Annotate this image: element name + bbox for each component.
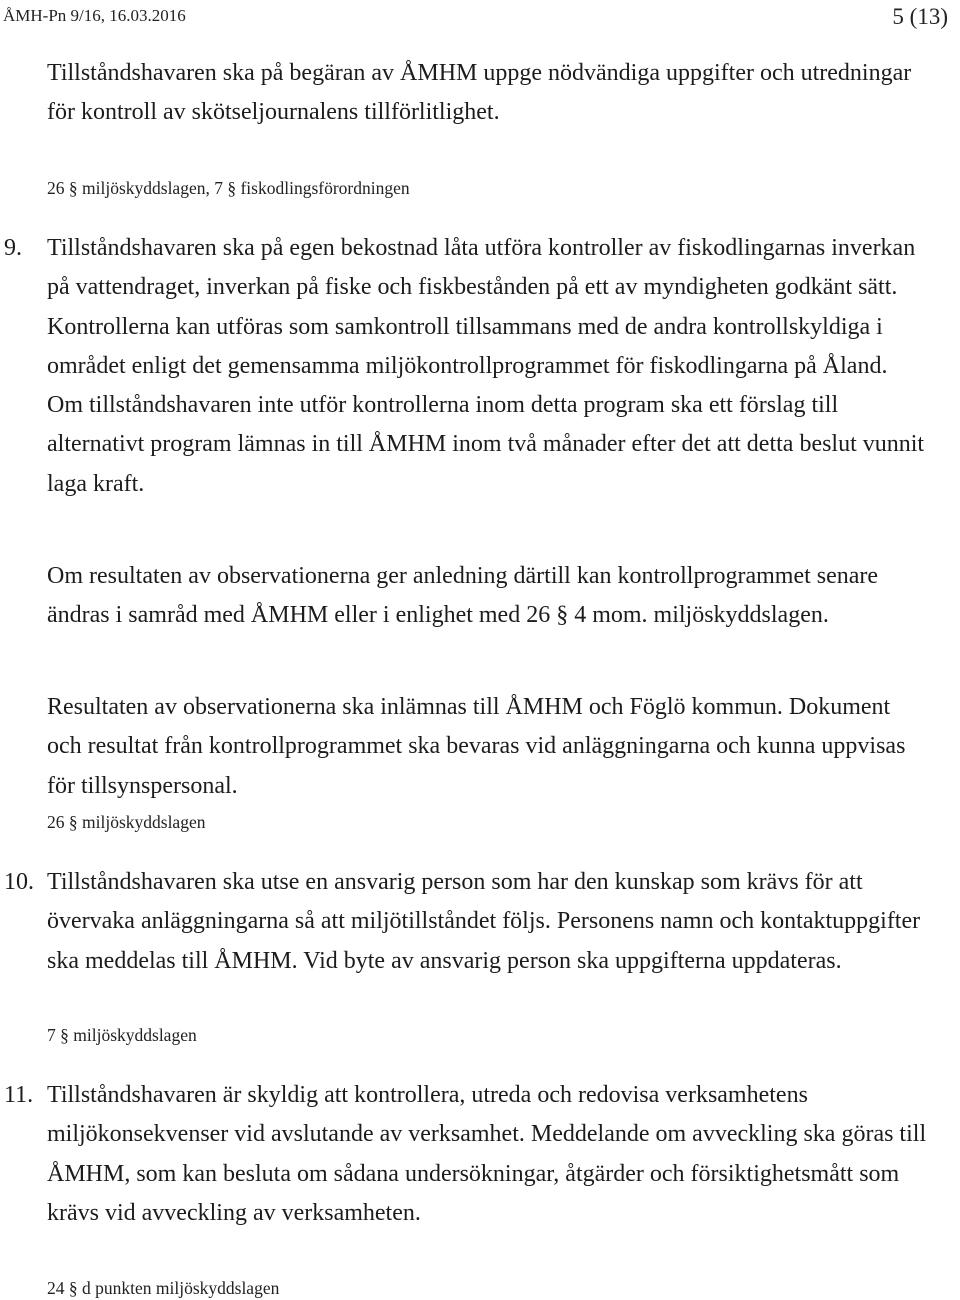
condition-9-paragraph-3: Resultaten av observationerna ska inlämnas till ÅMHM och Föglö kommun. Dokument och resultat från kontrollprogrammet ska bevaras vid anläggningarna och kunna uppvisas för tillsynspersonal.: [47, 694, 906, 799]
condition-continuation-text: Tillståndshavaren ska på begäran av ÅMHM uppge nödvändiga uppgifter och utredningar för kontroll av skötseljournalens tillförlitlighet.: [47, 60, 912, 126]
condition-continuation-citation: 26 § miljöskyddslagen, 7 § fiskodlingsförordningen: [47, 178, 410, 198]
condition-9-paragraph-2: Om resultaten av observationerna ger anledning därtill kan kontrollprogrammet senare ändras i samråd med ÅMHM eller i enlighet med 26 § 4 mom. miljöskyddslagen.: [47, 563, 879, 629]
condition-11-citation: 24 § d punkten miljöskyddslagen: [47, 1278, 280, 1298]
condition-9-number: 9.: [4, 235, 22, 261]
condition-9-text: Tillståndshavaren ska på egen bekostnad låta utföra kontroller av fiskodlingarnas inverkan på vattendraget, inverkan på fiske och fiskbestånden på ett av myndigheten godkänt sätt. Kontrollerna kan utföras som samkontroll tillsammans med de andra kontrollskyldiga i området enligt det gemensamma miljökontrollprogrammet för fiskodlingarna på Åland. Om tillståndshavaren inte utför kontrollerna inom detta program ska ett förslag till alternativt program lämnas in till ÅMHM inom två månader efter det att detta beslut vunnit laga kraft.: [47, 235, 925, 497]
condition-10-number: 10.: [4, 869, 34, 895]
condition-9-citation: 26 § miljöskyddslagen: [47, 812, 206, 832]
condition-10-citation: 7 § miljöskyddslagen: [47, 1025, 197, 1045]
document-reference: ÅMH-Pn 9/16, 16.03.2016: [3, 6, 186, 25]
page-number: 5 (13): [892, 4, 948, 29]
condition-10-text: Tillståndshavaren ska utse en ansvarig person som har den kunskap som krävs för att övervaka anläggningarna så att miljötillståndet följs. Personens namn och kontaktuppgifter ska meddelas till ÅMHM. Vid byte av ansvarig person ska uppgifterna uppdateras.: [47, 869, 921, 974]
condition-11-text: Tillståndshavaren är skyldig att kontrollera, utreda och redovisa verksamhetens miljökonsekvenser vid avslutande av verksamhet. Meddelande om avveckling ska göras till ÅMHM, som kan besluta om sådana undersökningar, åtgärder och försiktighetsmått som krävs vid avveckling av verksamheten.: [47, 1082, 927, 1226]
condition-11-number: 11.: [4, 1082, 34, 1108]
